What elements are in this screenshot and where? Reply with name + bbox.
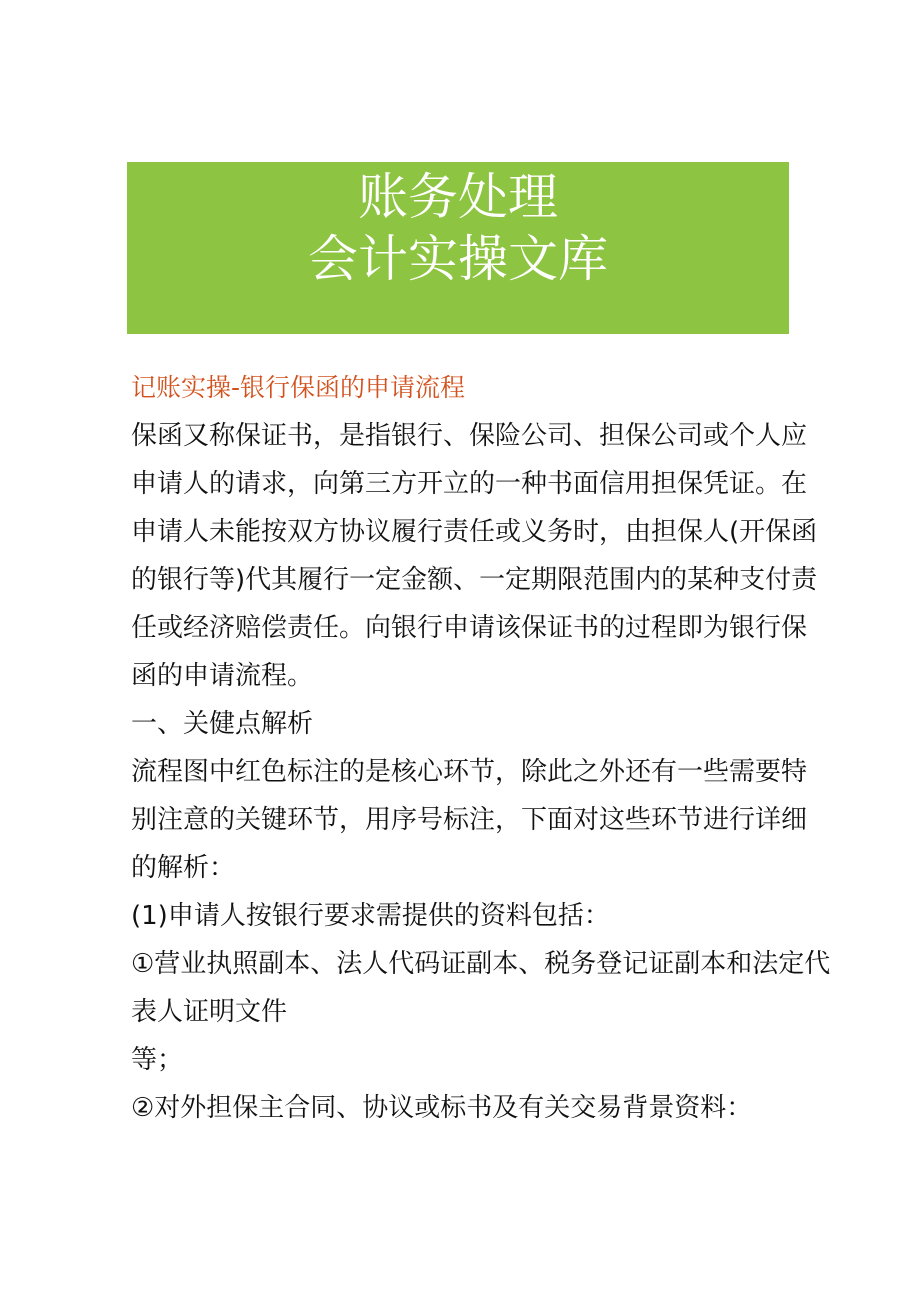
- sub-item-1: [131, 940, 831, 1084]
- intro-line: 任或经济赔偿责任。向银行申请该保证书的过程即为银行保: [131, 613, 808, 643]
- banner-title-line-1: 账务处理: [358, 168, 558, 226]
- intro-line: 申请人未能按双方协议履行责任或义务时，由担保人(开保函: [131, 517, 818, 547]
- section-heading: 一、关健点解析: [131, 709, 314, 739]
- article-title: 记账实操-银行保函的申请流程: [131, 373, 466, 402]
- banner-title-line-2: 会计实操文库: [308, 230, 608, 288]
- title-banner: [127, 162, 789, 334]
- sub-item-2: ②对外担保主合同、协议或标书及有关交易背景资料：: [131, 1093, 753, 1123]
- section-line: 的解析：: [131, 853, 236, 883]
- article-body: [131, 364, 831, 1132]
- section-line: 别注意的关键环节，用序号标注，下面对这些环节进行详细: [131, 805, 808, 835]
- intro-line: 的银行等)代其履行一定金额、一定期限范围内的某种支付责: [131, 565, 818, 595]
- sub-item-line: 等；: [131, 1045, 184, 1075]
- intro-line: 函的申请流程。: [131, 661, 314, 691]
- item-heading: (1)申请人按银行要求需提供的资料包括：: [131, 901, 610, 931]
- intro-line: 保函又称保证书，是指银行、保险公司、担保公司或个人应: [131, 421, 808, 451]
- sub-item-line: 表人证明文件: [131, 997, 288, 1027]
- intro-line: 申请人的请求，向第三方开立的一种书面信用担保凭证。在: [131, 469, 808, 499]
- section-paragraph: [131, 748, 811, 892]
- intro-paragraph: [131, 412, 818, 700]
- sub-item-line: ①营业执照副本、法人代码证副本、税务登记证副本和法定代: [131, 949, 831, 979]
- section-line: 流程图中红色标注的是核心环节，除此之外还有一些需要特: [131, 757, 808, 787]
